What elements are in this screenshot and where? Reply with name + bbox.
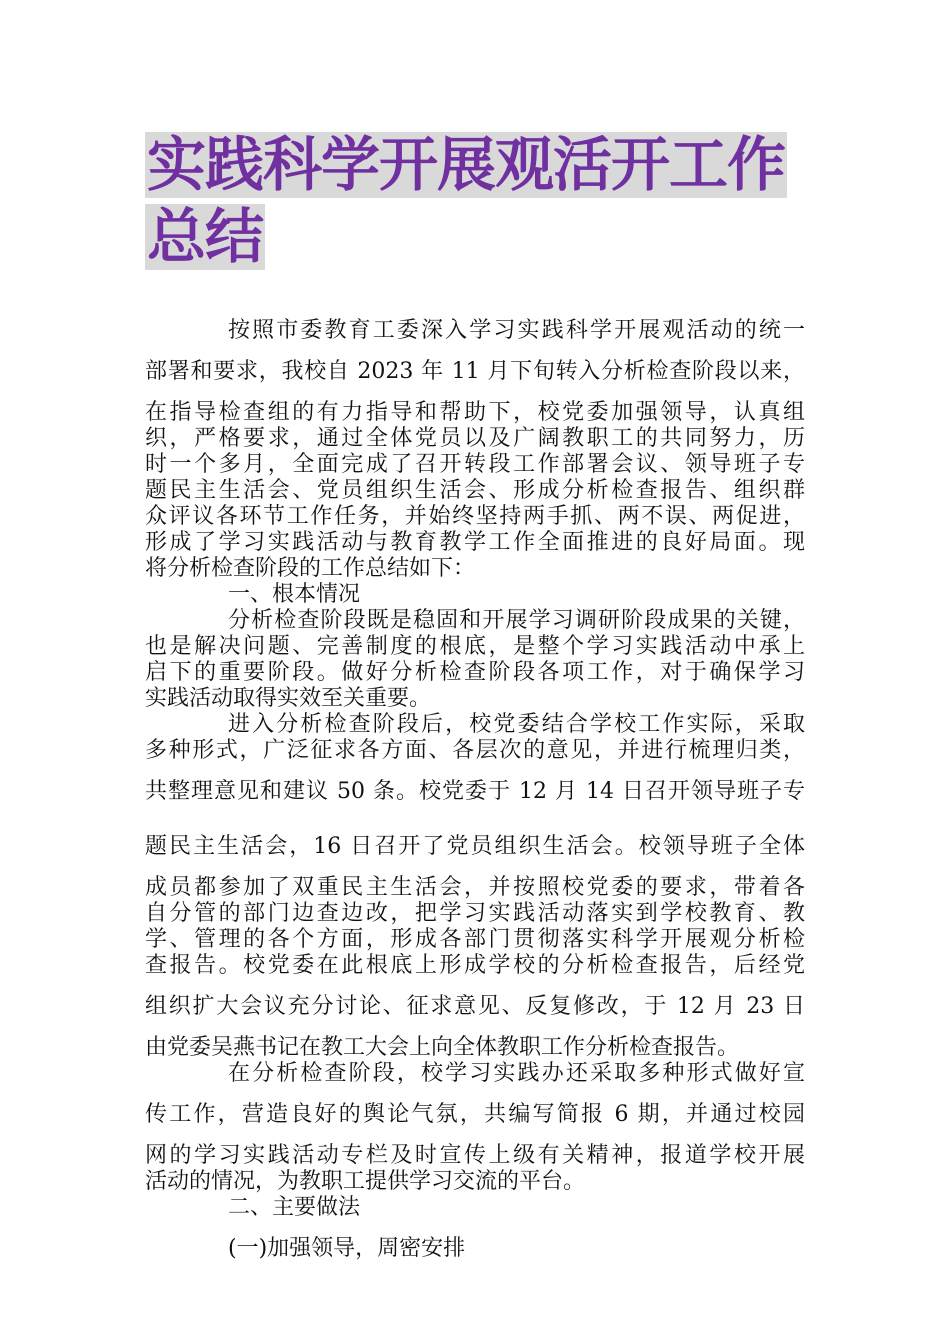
paragraph-line: 实践活动取得实效至关重要。: [145, 686, 432, 711]
paragraph-line: 题民主生活会、党员组织生活会、形成分析检查报告、组织群: [145, 478, 805, 503]
paragraph-line: 在分析检查阶段，校学习实践办还采取多种形式做好宣: [228, 1061, 805, 1086]
paragraph-line: 网的学习实践活动专栏及时宣传上级有关精神，报道学校开展: [145, 1143, 805, 1168]
paragraph-line: 时一个多月，全面完成了召开转段工作部署会议、领导班子专: [145, 452, 805, 477]
paragraph-line: 传工作，营造良好的舆论气氛，共编写简报 6 期，并通过校园: [145, 1102, 805, 1127]
paragraph-line: 题民主生活会，16 日召开了党员组织生活会。校领导班子全体: [145, 834, 805, 859]
paragraph-line: 共整理意见和建议 50 条。校党委于 12 月 14 日召开领导班子专: [145, 779, 805, 804]
section-heading: 一、根本情况: [228, 582, 361, 607]
document-title-line-2: 总结: [147, 202, 264, 271]
paragraph-line: 组织扩大会议充分讨论、征求意见、反复修改，于 12 月 23 日: [145, 994, 805, 1019]
paragraph-line: 部署和要求，我校自 2023 年 11 月下旬转入分析检查阶段以来，: [145, 359, 805, 384]
document-title-line-1: 实践科学开展观活开工作: [147, 130, 786, 199]
section-heading: 二、主要做法: [228, 1195, 361, 1220]
paragraph-line: 织，严格要求，通过全体党员以及广阔教职工的共同努力，历: [145, 426, 805, 451]
paragraph-line: 由党委吴燕书记在教工大会上向全体教职工作分析检查报告。: [145, 1035, 740, 1060]
paragraph-line: 启下的重要阶段。做好分析检查阶段各项工作，对于确保学习: [145, 660, 805, 685]
paragraph-line: 多种形式，广泛征求各方面、各层次的意见，并进行梳理归类，: [145, 738, 805, 763]
paragraph-line: 形成了学习实践活动与教育教学工作全面推进的良好局面。现: [145, 530, 805, 555]
paragraph-line: 众评议各环节工作任务，并始终坚持两手抓、两不误、两促进，: [145, 504, 805, 529]
paragraph-line: 分析检查阶段既是稳固和开展学习调研阶段成果的关键，: [228, 608, 805, 633]
subsection-heading: (一)加强领导，周密安排: [228, 1236, 466, 1261]
paragraph-line: 查报告。校党委在此根底上形成学校的分析检查报告，后经党: [145, 953, 805, 978]
paragraph-line: 学、管理的各个方面，形成各部门贯彻落实科学开展观分析检: [145, 927, 805, 952]
paragraph-line: 自分管的部门边查边改，把学习实践活动落实到学校教育、教: [145, 901, 805, 926]
paragraph-line: 进入分析检查阶段后，校党委结合学校工作实际，采取: [228, 712, 805, 737]
paragraph-line: 活动的情况，为教职工提供学习交流的平台。: [145, 1169, 586, 1194]
paragraph-line: 成员都参加了双重民主生活会，并按照校党委的要求，带着各: [145, 875, 805, 900]
paragraph-line: 也是解决问题、完善制度的根底，是整个学习实践活动中承上: [145, 634, 805, 659]
paragraph-line: 按照市委教育工委深入学习实践科学开展观活动的统一: [228, 318, 805, 343]
paragraph-line: 在指导检查组的有力指导和帮助下，校党委加强领导，认真组: [145, 400, 805, 425]
paragraph-line: 将分析检查阶段的工作总结如下：: [145, 556, 476, 581]
